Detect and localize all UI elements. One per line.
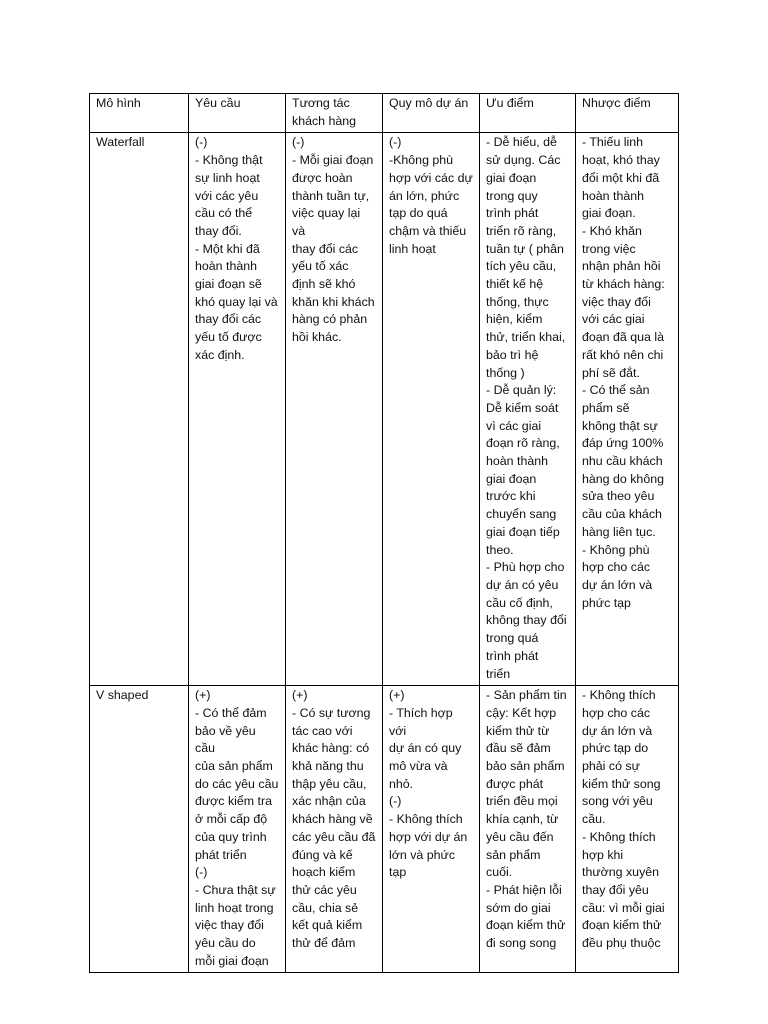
header-text: Ưu điểm xyxy=(486,96,534,110)
cell-cons xyxy=(576,133,679,686)
cell-text: V shaped xyxy=(96,688,149,703)
cell-text: Waterfall xyxy=(96,135,145,150)
cell-interaction xyxy=(286,686,383,973)
cell-text: - Không thích hợp cho các dự án lớn và phức tạp do phải có sự kiểm thử song song với yêu cầu. - Không thích hợp khi thường xuyên thay đổi yêu cầu: vì mỗi giai đoạn kiểm thử đều phụ thuộc xyxy=(582,688,665,951)
header-cell-cons xyxy=(576,94,679,133)
cell-text: (+) - Có thể đảm bảo về yêu cầu của sản phẩm do các yêu cầu được kiểm tra ở mỗi cấp độ của quy trình phát triển (-) - Chưa thật sự linh hoạt trong việc thay đổi yêu cầu do mỗi giai đoạn xyxy=(195,688,279,968)
cell-scale xyxy=(383,133,480,686)
header-cell-model xyxy=(90,94,189,133)
cell-requirements xyxy=(189,686,286,973)
cell-text: (-) - Mỗi giai đoạn được hoàn thành tuần tự, việc quay lại và thay đổi các yếu tố xác định sẽ khó khăn khi khách hàng có phản hồi khác. xyxy=(292,135,375,345)
header-text: Tương tác khách hàng xyxy=(292,96,357,128)
cell-text: - Dễ hiểu, dễ sử dụng. Các giai đoạn trong quy trình phát triển rõ ràng, tuần tự ( phân tích yêu cầu, thiết kế hệ thống, thực hiện, kiểm thử, triển khai, bảo trì hệ thống ) - Dễ quản lý: Dễ kiểm soát vì các giai đoạn rõ ràng, hoàn thành giai đoạn trước khi chuyển sang giai đoạn tiếp theo. - Phù hợp cho dự án có yêu cầu cố định, không thay đổi trong quá trình phát triển xyxy=(486,135,567,681)
cell-cons xyxy=(576,686,679,973)
header-text: Nhược điểm xyxy=(582,96,651,110)
cell-scale xyxy=(383,686,480,973)
cell-text: (+) - Thích hợp với dự án có quy mô vừa và nhỏ. (-) - Không thích hợp với dự án lớn và phức tạp xyxy=(389,688,468,880)
header-cell-requirements xyxy=(189,94,286,133)
header-text: Mô hình xyxy=(96,96,141,110)
cell-pros xyxy=(480,686,576,973)
comparison-table xyxy=(89,93,679,973)
header-cell-scale xyxy=(383,94,480,133)
cell-requirements xyxy=(189,133,286,686)
table-header-row xyxy=(90,94,679,133)
table-row xyxy=(90,133,679,686)
cell-text: - Thiếu linh hoạt, khó thay đổi một khi đã hoàn thành giai đoạn. - Khó khăn trong việc nhận phản hồi từ khách hàng: việc thay đổi với các giai đoạn đã qua là rất khó nên chi phí sẽ đắt. - Có thể sản phẩm sẽ không thật sự đáp ứng 100% nhu cầu khách hàng do không sửa theo yêu cầu của khách hàng liên tục. - Không phù hợp cho các dự án lớn và phức tạp xyxy=(582,135,665,610)
cell-text: (-) -Không phù hợp với các dự án lớn, phức tạp do quá chậm và thiếu linh hoạt xyxy=(389,135,473,256)
cell-text: (+) - Có sự tương tác cao với khác hàng: có khả năng thu thập yêu cầu, xác nhận của khách hàng về các yêu cầu đã đúng và kế hoạch kiểm thử các yêu cầu, chia sẻ kết quả kiểm thử để đảm xyxy=(292,688,376,951)
cell-pros xyxy=(480,133,576,686)
table-row xyxy=(90,686,679,973)
cell-model xyxy=(90,133,189,686)
header-cell-pros xyxy=(480,94,576,133)
cell-model xyxy=(90,686,189,973)
header-text: Quy mô dự án xyxy=(389,96,469,110)
header-text: Yêu cầu xyxy=(195,96,241,110)
cell-interaction xyxy=(286,133,383,686)
cell-text: - Sản phẩm tin cậy: Kết hợp kiểm thử từ đầu sẽ đảm bảo sản phẩm được phát triển đều mọi khía cạnh, từ yêu cầu đến sản phẩm cuối. - Phát hiện lỗi sớm do giai đoạn kiểm thử đi song song xyxy=(486,688,567,951)
header-cell-interaction xyxy=(286,94,383,133)
cell-text: (-) - Không thật sự linh hoạt với các yêu cầu có thể thay đổi. - Một khi đã hoàn thành giai đoạn sẽ khó quay lại và thay đổi các yếu tố được xác định. xyxy=(195,135,278,362)
